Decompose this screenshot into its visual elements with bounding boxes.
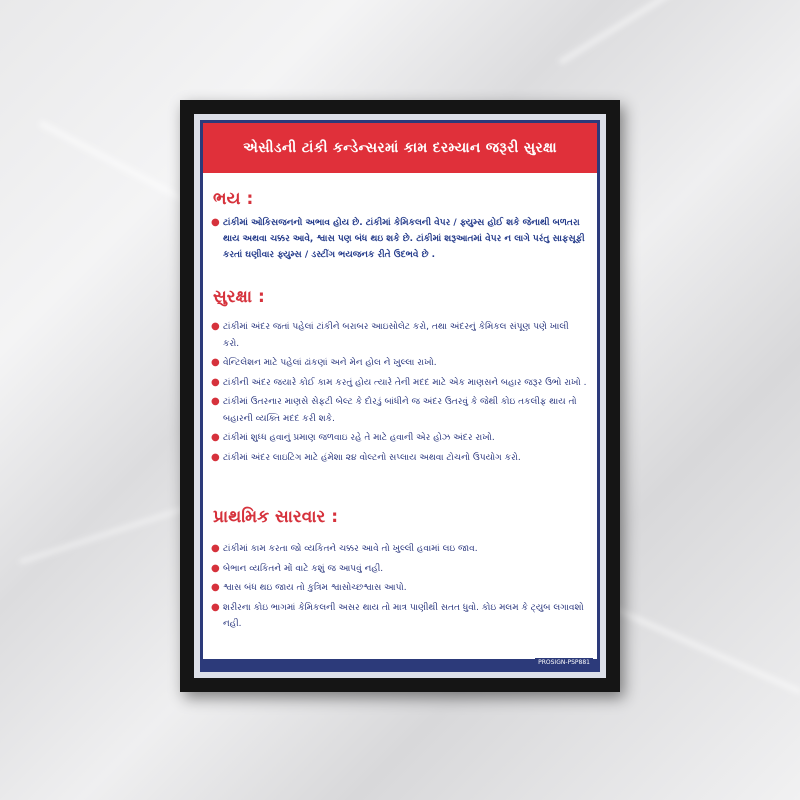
firstaid-item-text: શરીરના કોઇ ભાગમાં કેમિકલની અસર થાય તો માત્ર પાણીથી સતત ધુવો. કોઇ મલમ કે ટ્યુબ લગાવશો નહી. bbox=[223, 602, 584, 629]
firstaid-heading: પ્રાથમિક સારવાર : bbox=[213, 507, 338, 527]
bullet-icon: ● bbox=[211, 451, 220, 463]
poster-code: PROSIGN-PSP881 bbox=[535, 658, 593, 667]
safety-poster bbox=[200, 120, 600, 672]
bullet-icon: ● bbox=[211, 562, 220, 574]
list-item bbox=[211, 319, 587, 352]
poster-title: એસીડની ટાંકી કન્ડેન્સરમાં કામ દરમ્યાન જરૂરી સુરક્ષા bbox=[203, 123, 597, 173]
safety-item-text: ટાંકીમાં અંદર જતાં પહેલાં ટાંકીને બરાબર આઇસોલેટ કરો, તથા અંદરનું કેમિકલ સંપૂણ પણે ખાલી કરો. bbox=[223, 322, 569, 349]
bullet-icon: ● bbox=[211, 543, 220, 554]
bullet-icon: ● bbox=[211, 217, 220, 228]
bullet-icon: ● bbox=[211, 582, 220, 593]
safety-item-text: ટાંકીમાં ઉતરનાર માણસે સેફટી બેલ્ટ કે દોરડું બાંધીને જ અંદર ઉતરવું કે જેથી કોઇ તકલીફ થાય તો બહારની વ્યક્તિ મદદ કરી શકે. bbox=[223, 397, 577, 424]
bullet-icon: ● bbox=[211, 396, 220, 407]
picture-frame bbox=[180, 100, 620, 692]
bullet-icon: ● bbox=[211, 432, 220, 443]
list-item bbox=[211, 541, 587, 558]
firstaid-list bbox=[211, 541, 587, 636]
list-item bbox=[211, 561, 587, 578]
frame-mat bbox=[194, 114, 606, 678]
safety-item-text: ટાંકીમાં અંદર લાઇટિંગ માટે હંમેશા ૨૪ વોલ્ટનો સપ્લાય અથવા ટોચનો ઉપયોગ કરો. bbox=[223, 452, 521, 463]
list-item bbox=[211, 580, 587, 597]
firstaid-item-text: બેભાન વ્યકિતને મોં વાટે કશું જ આપવું નહી. bbox=[223, 563, 384, 574]
safety-list bbox=[211, 319, 587, 469]
bullet-icon: ● bbox=[211, 376, 220, 388]
hazard-list bbox=[211, 215, 587, 263]
list-item bbox=[211, 430, 587, 447]
firstaid-item-text: શ્વાસ બંધ થઇ જાય તો કુત્રિમ શ્વાસોચ્છશ્વાસ આપો. bbox=[223, 583, 407, 593]
bullet-icon: ● bbox=[211, 601, 220, 613]
list-item bbox=[211, 355, 587, 372]
bullet-icon: ● bbox=[211, 357, 220, 368]
firstaid-item-text: ટાંકીમાં કામ કરતા જો વ્યકિતને ચક્કર આવે તો ખુલ્લી હવામાં લઇ જાવ. bbox=[223, 544, 478, 554]
safety-item-text: વેન્ટિલેશન માટે પહેલાં ઢાંકણાં અને મેન હોલ ને ખુલ્લા રાખો. bbox=[223, 358, 437, 368]
list-item bbox=[211, 375, 587, 392]
safety-item-text: ટાંકીની અંદર જયારે કોઈ કામ કરતું હોય ત્યારે તેની મદદ માટે એક માણસને બહાર જરૂર ઉભો રાખો . bbox=[223, 377, 587, 388]
bullet-icon: ● bbox=[211, 321, 220, 332]
safety-item-text: ટાંકીમાં શુધ્ધ હવાનું પ્રમાણ જળવાઇ રહે તે માટે હવાની એર હોઝ અંદર રાખો. bbox=[223, 433, 495, 443]
list-item bbox=[211, 215, 587, 263]
safety-heading: સુરક્ષા : bbox=[213, 287, 265, 307]
hazard-heading: ભય : bbox=[213, 189, 254, 209]
list-item bbox=[211, 600, 587, 633]
marble-vein bbox=[559, 0, 782, 65]
hazard-item-text: ટાંકીમાં ઓકિસજનનો અભાવ હોય છે. ટાંકીમાં કેમિકલની વેપર / ફ્યુમ્સ હોઈ શકે જેનાથી બળતરા થાય અથવા ચક્કર આવે, શ્વાસ પણ બંધ થઇ શકે છે. ટાંકીમાં શરૂઆતમાં વેપર ન લાગે પરંતુ સાફસૂફી કરતાં ઘણીવાર ફ્યુમ્સ / ડસ્ટીંગ ભયજનક રીતે ઉદભવે છે . bbox=[223, 218, 585, 260]
marble-vein bbox=[599, 600, 800, 694]
list-item bbox=[211, 450, 587, 467]
list-item bbox=[211, 394, 587, 427]
